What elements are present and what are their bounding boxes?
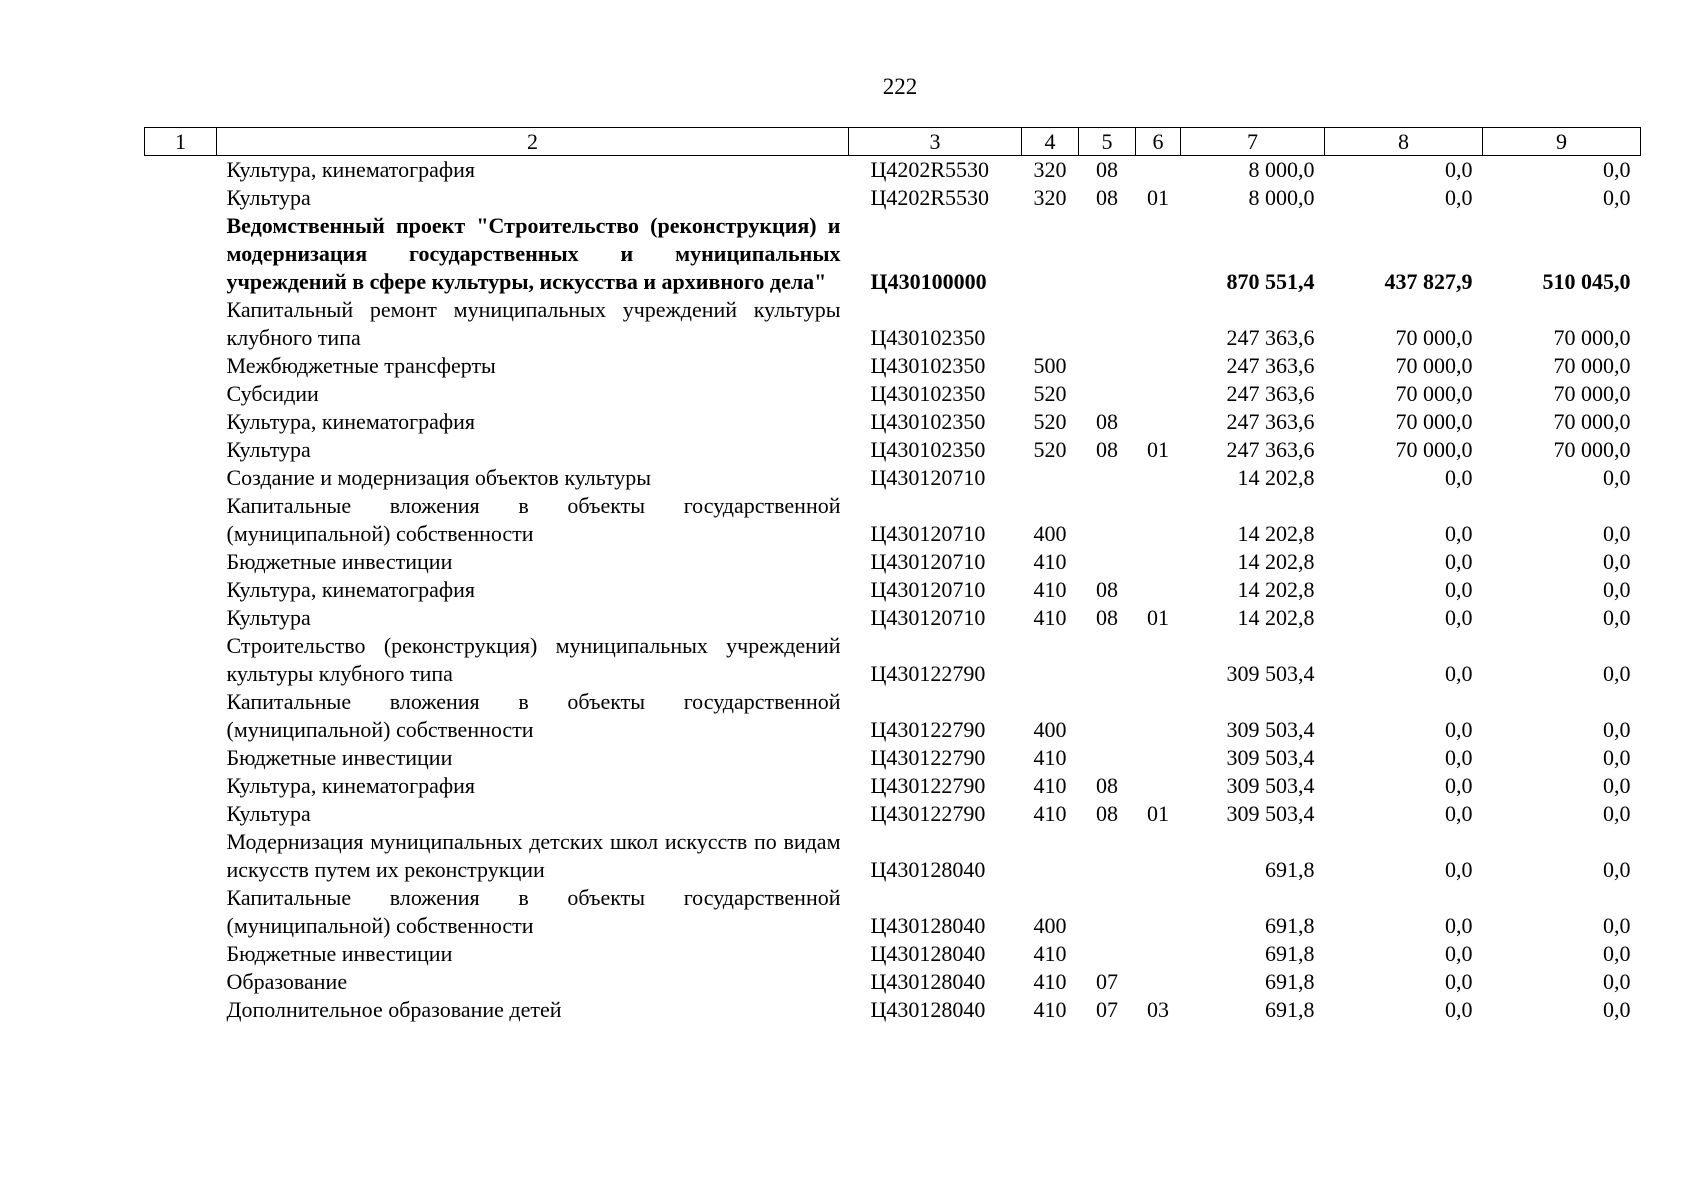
row-amount-cell: 14 202,8 (1237, 465, 1315, 490)
row-subsection-cell (1136, 492, 1181, 548)
row-amount-cell: 0,0 (1445, 661, 1473, 686)
row-section-cell: 08 (1096, 801, 1118, 826)
row-amount-cell: 0,0 (1445, 717, 1473, 742)
row-amount-cell: 0,0 (1603, 157, 1631, 182)
row-subsection-cell: 01 (1147, 437, 1169, 462)
row-code-cell: Ц430102350 (870, 381, 986, 406)
row-amount-cell: 70 000,0 (1395, 437, 1473, 462)
row-subsection-cell (1136, 296, 1181, 352)
row-name-cell: Модернизация муниципальных детских школ искусств по видам искусств путем их реконструкции (226, 829, 841, 882)
table-body (145, 156, 1641, 1025)
row-amount-cell: 0,0 (1445, 185, 1473, 210)
row-subsection-cell (1136, 156, 1181, 185)
row-amount-cell: 14 202,8 (1237, 549, 1315, 574)
table-header-row (145, 128, 1641, 156)
row-name-cell: Дополнительное образование детей (226, 997, 562, 1022)
row-code-cell: Ц430102350 (870, 409, 986, 434)
row-name-cell: Бюджетные инвестиции (226, 549, 453, 574)
row-subsection-cell: 03 (1147, 997, 1169, 1022)
row-subsection-cell: 01 (1147, 605, 1169, 630)
row-amount-cell: 0,0 (1445, 549, 1473, 574)
row-amount-cell: 14 202,8 (1237, 605, 1315, 630)
row-code-cell: Ц4202R5530 (870, 157, 990, 182)
row-code-cell: Ц430128040 (870, 969, 986, 994)
row-amount-cell: 309 503,4 (1226, 745, 1315, 770)
row-name-cell: Культура (226, 437, 311, 462)
row-subsection-cell (1136, 352, 1181, 380)
table-row (145, 576, 1641, 604)
row-amount-cell: 8 000,0 (1248, 157, 1315, 182)
row-section-cell: 08 (1096, 409, 1118, 434)
row-amount-cell: 870 551,4 (1226, 269, 1315, 294)
row-code-cell: Ц430122790 (870, 661, 986, 686)
row-subsection-cell (1136, 632, 1181, 688)
row-expense-type-cell: 410 (1033, 969, 1067, 994)
row-spacer-cell (145, 352, 217, 380)
row-name-cell: Культура, кинематография (226, 409, 476, 434)
row-code-cell: Ц430102350 (870, 437, 986, 462)
row-section-cell (1079, 380, 1136, 408)
row-amount-cell: 70 000,0 (1553, 437, 1631, 462)
column-header: 8 (1325, 128, 1483, 156)
table-row (145, 828, 1641, 884)
row-amount-cell: 0,0 (1445, 745, 1473, 770)
row-amount-cell: 70 000,0 (1553, 409, 1631, 434)
row-expense-type-cell: 520 (1033, 437, 1067, 462)
row-amount-cell: 0,0 (1603, 661, 1631, 686)
table-row (145, 436, 1641, 464)
table-row (145, 800, 1641, 828)
row-amount-cell: 70 000,0 (1553, 325, 1631, 350)
table-row (145, 884, 1641, 940)
row-expense-type-cell: 400 (1033, 913, 1067, 938)
row-expense-type-cell: 410 (1033, 605, 1067, 630)
table-row (145, 604, 1641, 632)
row-expense-type-cell: 410 (1033, 941, 1067, 966)
row-expense-type-cell: 520 (1033, 409, 1067, 434)
row-code-cell: Ц430128040 (870, 997, 986, 1022)
row-expense-type-cell: 520 (1033, 381, 1067, 406)
row-spacer-cell (145, 632, 217, 688)
table-row (145, 968, 1641, 996)
row-spacer-cell (145, 688, 217, 744)
row-amount-cell: 14 202,8 (1237, 521, 1315, 546)
table-row (145, 380, 1641, 408)
row-code-cell: Ц430128040 (870, 941, 986, 966)
row-name-cell: Культура, кинематография (226, 157, 476, 182)
row-amount-cell: 0,0 (1603, 717, 1631, 742)
row-code-cell: Ц430102350 (870, 325, 986, 350)
row-section-cell (1079, 352, 1136, 380)
row-code-cell: Ц430128040 (870, 857, 986, 882)
row-name-cell: Межбюджетные трансферты (226, 353, 496, 378)
row-name-cell: Ведомственный проект "Строительство (реконструкция) и модернизация государственных и муниципальных учреждений в сфере культуры, искусства и архивного дела" (226, 213, 841, 294)
row-spacer-cell (145, 968, 217, 996)
row-subsection-cell (1136, 744, 1181, 772)
row-amount-cell: 0,0 (1603, 185, 1631, 210)
row-name-cell: Субсидии (226, 381, 319, 406)
row-amount-cell: 691,8 (1265, 857, 1315, 882)
row-subsection-cell (1136, 968, 1181, 996)
row-subsection-cell (1136, 548, 1181, 576)
table-row (145, 464, 1641, 492)
row-code-cell: Ц430122790 (870, 801, 986, 826)
column-header: 2 (217, 128, 849, 156)
row-amount-cell: 0,0 (1445, 801, 1473, 826)
row-section-cell: 08 (1096, 157, 1118, 182)
row-amount-cell: 0,0 (1603, 577, 1631, 602)
row-subsection-cell (1136, 828, 1181, 884)
row-name-cell: Капитальные вложения в объекты государственной (муниципальной) собственности (226, 885, 841, 938)
row-expense-type-cell (1022, 632, 1079, 688)
row-amount-cell: 0,0 (1603, 549, 1631, 574)
table-row (145, 744, 1641, 772)
row-amount-cell: 70 000,0 (1553, 353, 1631, 378)
row-name-cell: Капитальный ремонт муниципальных учреждений культуры клубного типа (226, 297, 841, 350)
row-amount-cell: 8 000,0 (1248, 185, 1315, 210)
row-section-cell (1079, 492, 1136, 548)
table-row (145, 212, 1641, 296)
row-name-cell: Культура, кинематография (226, 577, 476, 602)
row-name-cell: Культура (226, 801, 311, 826)
row-expense-type-cell: 320 (1033, 185, 1067, 210)
table-row (145, 352, 1641, 380)
table-row (145, 940, 1641, 968)
row-section-cell (1079, 212, 1136, 296)
row-amount-cell: 691,8 (1265, 969, 1315, 994)
column-header: 4 (1022, 128, 1079, 156)
row-amount-cell: 247 363,6 (1226, 437, 1315, 462)
column-header: 6 (1136, 128, 1181, 156)
row-subsection-cell (1136, 940, 1181, 968)
row-subsection-cell (1136, 688, 1181, 744)
row-spacer-cell (145, 212, 217, 296)
row-amount-cell: 309 503,4 (1226, 773, 1315, 798)
row-section-cell: 08 (1096, 185, 1118, 210)
row-amount-cell: 0,0 (1603, 969, 1631, 994)
row-amount-cell: 0,0 (1445, 157, 1473, 182)
row-code-cell: Ц430120710 (870, 605, 986, 630)
row-subsection-cell (1136, 576, 1181, 604)
column-header: 5 (1079, 128, 1136, 156)
row-expense-type-cell: 400 (1033, 521, 1067, 546)
row-section-cell (1079, 296, 1136, 352)
row-amount-cell: 0,0 (1603, 801, 1631, 826)
row-subsection-cell (1136, 212, 1181, 296)
row-subsection-cell (1136, 772, 1181, 800)
table-row (145, 296, 1641, 352)
row-expense-type-cell: 400 (1033, 717, 1067, 742)
row-section-cell: 07 (1096, 969, 1118, 994)
row-spacer-cell (145, 464, 217, 492)
row-section-cell: 08 (1096, 577, 1118, 602)
row-spacer-cell (145, 884, 217, 940)
table-row (145, 492, 1641, 548)
row-section-cell: 08 (1096, 773, 1118, 798)
table-row (145, 184, 1641, 212)
budget-table (144, 127, 1641, 1024)
row-subsection-cell (1136, 380, 1181, 408)
row-code-cell: Ц430128040 (870, 913, 986, 938)
table-row (145, 632, 1641, 688)
row-subsection-cell (1136, 464, 1181, 492)
row-amount-cell: 247 363,6 (1226, 409, 1315, 434)
row-section-cell (1079, 464, 1136, 492)
row-spacer-cell (145, 436, 217, 464)
row-code-cell: Ц430120710 (870, 521, 986, 546)
row-expense-type-cell (1022, 212, 1079, 296)
row-section-cell (1079, 940, 1136, 968)
row-name-cell: Капитальные вложения в объекты государственной (муниципальной) собственности (226, 689, 841, 742)
row-subsection-cell (1136, 408, 1181, 436)
row-name-cell: Капитальные вложения в объекты государственной (муниципальной) собственности (226, 493, 841, 546)
row-subsection-cell: 01 (1147, 185, 1169, 210)
row-expense-type-cell: 410 (1033, 577, 1067, 602)
row-name-cell: Строительство (реконструкция) муниципальных учреждений культуры клубного типа (226, 633, 841, 686)
row-code-cell: Ц430120710 (870, 577, 986, 602)
row-amount-cell: 0,0 (1603, 465, 1631, 490)
row-section-cell (1079, 828, 1136, 884)
row-amount-cell: 0,0 (1445, 913, 1473, 938)
table-row (145, 772, 1641, 800)
table-row (145, 996, 1641, 1024)
row-amount-cell: 70 000,0 (1395, 353, 1473, 378)
row-amount-cell: 309 503,4 (1226, 717, 1315, 742)
table-row (145, 688, 1641, 744)
row-amount-cell: 0,0 (1603, 773, 1631, 798)
row-amount-cell: 70 000,0 (1553, 381, 1631, 406)
column-header: 1 (145, 128, 217, 156)
row-section-cell: 07 (1096, 997, 1118, 1022)
row-amount-cell: 0,0 (1603, 605, 1631, 630)
row-amount-cell: 309 503,4 (1226, 661, 1315, 686)
row-section-cell: 08 (1096, 437, 1118, 462)
row-amount-cell: 0,0 (1445, 521, 1473, 546)
row-name-cell: Культура (226, 605, 311, 630)
row-name-cell: Бюджетные инвестиции (226, 745, 453, 770)
row-spacer-cell (145, 828, 217, 884)
row-name-cell: Культура, кинематография (226, 773, 476, 798)
row-expense-type-cell: 410 (1033, 801, 1067, 826)
row-amount-cell: 691,8 (1265, 913, 1315, 938)
row-amount-cell: 0,0 (1603, 941, 1631, 966)
row-code-cell: Ц430122790 (870, 717, 986, 742)
row-expense-type-cell: 410 (1033, 745, 1067, 770)
row-amount-cell: 309 503,4 (1226, 801, 1315, 826)
row-amount-cell: 0,0 (1603, 857, 1631, 882)
row-section-cell (1079, 632, 1136, 688)
row-code-cell: Ц430122790 (870, 745, 986, 770)
row-expense-type-cell: 500 (1033, 353, 1067, 378)
row-spacer-cell (145, 744, 217, 772)
row-amount-cell: 247 363,6 (1226, 381, 1315, 406)
row-code-cell: Ц430100000 (870, 269, 987, 294)
row-spacer-cell (145, 772, 217, 800)
row-section-cell: 08 (1096, 605, 1118, 630)
row-spacer-cell (145, 156, 217, 185)
row-spacer-cell (145, 940, 217, 968)
row-spacer-cell (145, 548, 217, 576)
row-subsection-cell: 01 (1147, 801, 1169, 826)
row-amount-cell: 0,0 (1603, 913, 1631, 938)
row-spacer-cell (145, 800, 217, 828)
row-name-cell: Образование (226, 969, 348, 994)
row-amount-cell: 0,0 (1603, 521, 1631, 546)
row-spacer-cell (145, 492, 217, 548)
table-row (145, 156, 1641, 185)
row-spacer-cell (145, 296, 217, 352)
row-code-cell: Ц430120710 (870, 549, 986, 574)
page-number: 222 (882, 74, 918, 99)
table-row (145, 408, 1641, 436)
row-expense-type-cell: 410 (1033, 549, 1067, 574)
row-amount-cell: 0,0 (1445, 857, 1473, 882)
row-amount-cell: 0,0 (1445, 773, 1473, 798)
row-amount-cell: 437 827,9 (1384, 269, 1473, 294)
row-code-cell: Ц430102350 (870, 353, 986, 378)
row-amount-cell: 0,0 (1603, 997, 1631, 1022)
row-spacer-cell (145, 576, 217, 604)
table-row (145, 548, 1641, 576)
row-amount-cell: 0,0 (1445, 465, 1473, 490)
row-name-cell: Культура (226, 185, 311, 210)
row-section-cell (1079, 884, 1136, 940)
row-amount-cell: 247 363,6 (1226, 325, 1315, 350)
row-spacer-cell (145, 408, 217, 436)
row-spacer-cell (145, 184, 217, 212)
row-amount-cell: 691,8 (1265, 941, 1315, 966)
column-header: 9 (1483, 128, 1641, 156)
row-code-cell: Ц430122790 (870, 773, 986, 798)
row-expense-type-cell: 320 (1033, 157, 1067, 182)
row-section-cell (1079, 548, 1136, 576)
row-expense-type-cell (1022, 828, 1079, 884)
row-amount-cell: 0,0 (1603, 745, 1631, 770)
row-spacer-cell (145, 380, 217, 408)
row-expense-type-cell (1022, 464, 1079, 492)
row-amount-cell: 14 202,8 (1237, 577, 1315, 602)
row-amount-cell: 70 000,0 (1395, 409, 1473, 434)
row-name-cell: Бюджетные инвестиции (226, 941, 453, 966)
row-code-cell: Ц430120710 (870, 465, 986, 490)
row-expense-type-cell: 410 (1033, 997, 1067, 1022)
row-amount-cell: 510 045,0 (1542, 269, 1631, 294)
row-amount-cell: 0,0 (1445, 997, 1473, 1022)
row-subsection-cell (1136, 884, 1181, 940)
row-code-cell: Ц4202R5530 (870, 185, 990, 210)
row-spacer-cell (145, 996, 217, 1024)
row-amount-cell: 70 000,0 (1395, 381, 1473, 406)
row-expense-type-cell: 410 (1033, 773, 1067, 798)
column-header: 3 (849, 128, 1022, 156)
row-expense-type-cell (1022, 296, 1079, 352)
row-section-cell (1079, 688, 1136, 744)
row-amount-cell: 247 363,6 (1226, 353, 1315, 378)
row-amount-cell: 70 000,0 (1395, 325, 1473, 350)
row-section-cell (1079, 744, 1136, 772)
column-header: 7 (1181, 128, 1325, 156)
row-spacer-cell (145, 604, 217, 632)
row-amount-cell: 691,8 (1265, 997, 1315, 1022)
row-amount-cell: 0,0 (1445, 605, 1473, 630)
row-amount-cell: 0,0 (1445, 969, 1473, 994)
row-amount-cell: 0,0 (1445, 941, 1473, 966)
row-amount-cell: 0,0 (1445, 577, 1473, 602)
row-name-cell: Создание и модернизация объектов культуры (226, 465, 652, 490)
